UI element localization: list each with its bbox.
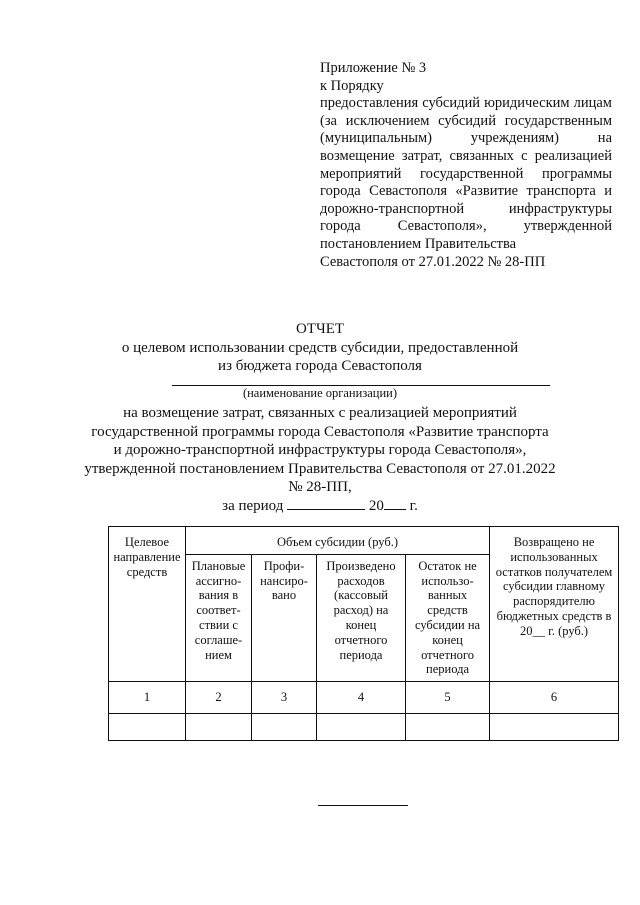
appendix-body: предоставления субсидий юридическим лицам (за исключением субсидий государственным (муниципальным) учреждениям) на возмещение затрат, связанных с реализацией мероприятий государственной программы города Севастополя «Развитие транспорта и дорожно-транспортной инфраструктуры города Севастополя», утвержденной постановлением Правительства xyxy=(320,95,612,252)
table-cell[interactable] xyxy=(186,713,252,740)
table-header-row xyxy=(109,527,619,555)
period-blank xyxy=(287,495,365,510)
header-remaining: Остаток не использо-ванных средств субсидии на конец отчетного периода xyxy=(406,554,490,681)
column-number: 4 xyxy=(317,682,406,714)
table-number-row xyxy=(109,682,619,714)
report-purpose xyxy=(0,404,640,497)
header-financed: Профи-нансиро-вано xyxy=(252,554,317,681)
table-cell[interactable] xyxy=(406,713,490,740)
period-year-blank xyxy=(384,495,406,510)
reporting-period xyxy=(0,495,640,515)
purpose-line-1: на возмещение затрат, связанных с реализацией мероприятий xyxy=(123,405,517,421)
appendix-last-line: Севастополя от 27.01.2022 № 28-ПП xyxy=(320,253,546,270)
appendix-order-ref: к Порядку xyxy=(320,77,384,94)
period-year-prefix: 20 xyxy=(368,498,384,514)
column-number: 1 xyxy=(109,682,186,714)
column-number: 2 xyxy=(186,682,252,714)
organization-name-caption: (наименование организации) xyxy=(242,386,398,400)
header-planned: Плановые ассигно-вания в соответ-ствии с соглаше-нием xyxy=(186,554,252,681)
title-line-3: из бюджета города Севастополя xyxy=(218,358,422,374)
subsidy-report-table xyxy=(108,526,619,741)
footer-separator-line xyxy=(318,805,408,806)
purpose-line-5: № 28-ПП, xyxy=(288,479,352,496)
header-target-direction: Целевое направление средств xyxy=(109,527,186,682)
purpose-line-4: утвержденной постановлением Правительства Севастополя от 27.01.2022 xyxy=(84,460,556,477)
purpose-line-3: и дорожно-транспортной инфраструктуры города Севастополя», xyxy=(113,442,527,459)
table-cell[interactable] xyxy=(252,713,317,740)
period-suffix: г. xyxy=(409,498,418,514)
column-number: 5 xyxy=(406,682,490,714)
appendix-block xyxy=(320,60,612,271)
table-cell[interactable] xyxy=(109,713,186,740)
header-subsidy-volume: Объем субсидии (руб.) xyxy=(186,527,490,555)
title-line-2: о целевом использовании средств субсидии, предоставленной xyxy=(121,339,519,356)
title-main: ОТЧЕТ xyxy=(295,321,345,337)
appendix-number: Приложение № 3 xyxy=(320,60,427,76)
table-cell[interactable] xyxy=(490,713,619,740)
header-returned: Возвращено не использованных остатков получателем субсидии главному распорядителю бюджетных средств в 20__ г. (руб.) xyxy=(490,527,619,682)
table-row xyxy=(109,713,619,740)
purpose-line-2: государственной программы города Севастополя «Развитие транспорта xyxy=(91,423,549,440)
report-title xyxy=(0,320,640,376)
period-prefix: за период xyxy=(222,498,284,514)
table-cell[interactable] xyxy=(317,713,406,740)
header-expenses: Произведено расходов (кассовый расход) на конец отчетного периода xyxy=(317,554,406,681)
column-number: 6 xyxy=(490,682,619,714)
column-number: 3 xyxy=(252,682,317,714)
